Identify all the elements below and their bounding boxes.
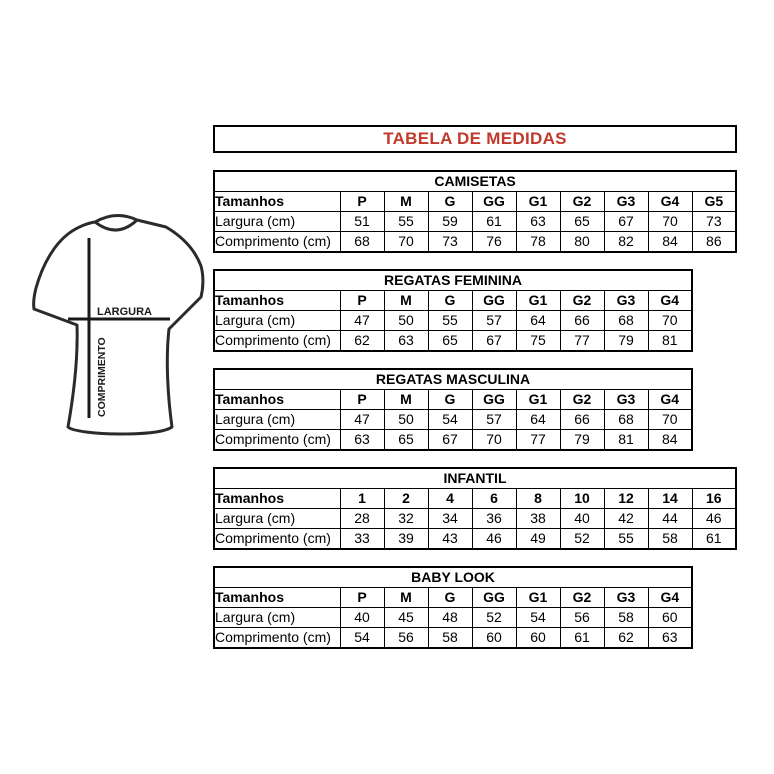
size-header: G2 (560, 192, 604, 212)
largura-label: LARGURA (97, 306, 152, 318)
table-title: INFANTIL (214, 468, 736, 489)
measure-value: 55 (604, 529, 648, 550)
table-title: REGATAS MASCULINA (214, 369, 692, 390)
size-header: 10 (560, 489, 604, 509)
size-header: P (340, 588, 384, 608)
table-section-camisetas (213, 170, 737, 253)
size-header: G3 (604, 291, 648, 311)
comprimento-label: COMPRIMENTO (96, 337, 108, 417)
measure-value: 79 (560, 430, 604, 451)
table-section-regatas-feminina (213, 269, 737, 352)
measure-value: 76 (472, 232, 516, 253)
measure-value: 60 (648, 608, 692, 628)
measure-value: 68 (340, 232, 384, 253)
measure-value: 58 (604, 608, 648, 628)
size-table-regatas-masculina (213, 368, 693, 451)
measure-value: 82 (604, 232, 648, 253)
measure-label: Largura (cm) (214, 212, 340, 232)
measure-value: 66 (560, 410, 604, 430)
table-section-regatas-masculina (213, 368, 737, 451)
measure-value: 63 (648, 628, 692, 649)
measure-value: 67 (428, 430, 472, 451)
measure-value: 40 (560, 509, 604, 529)
size-header: G (428, 390, 472, 410)
measure-label: Comprimento (cm) (214, 628, 340, 649)
size-header: GG (472, 291, 516, 311)
measure-value: 51 (340, 212, 384, 232)
measure-value: 84 (648, 430, 692, 451)
size-header: G2 (560, 291, 604, 311)
measure-value: 65 (428, 331, 472, 352)
size-header: G5 (692, 192, 736, 212)
measure-value: 64 (516, 410, 560, 430)
measure-value: 58 (648, 529, 692, 550)
measure-value: 47 (340, 311, 384, 331)
tshirt-diagram (25, 203, 215, 463)
measure-value: 70 (648, 212, 692, 232)
size-header: G4 (648, 291, 692, 311)
measure-value: 42 (604, 509, 648, 529)
measure-value: 61 (472, 212, 516, 232)
measure-value: 54 (516, 608, 560, 628)
size-header: G1 (516, 390, 560, 410)
measure-value: 63 (340, 430, 384, 451)
measure-value: 77 (516, 430, 560, 451)
measure-value: 64 (516, 311, 560, 331)
sizes-row-header: Tamanhos (214, 192, 340, 212)
size-header: 1 (340, 489, 384, 509)
measure-value: 56 (560, 608, 604, 628)
sizes-row-header: Tamanhos (214, 489, 340, 509)
measure-value: 55 (384, 212, 428, 232)
size-header: G1 (516, 291, 560, 311)
measure-value: 68 (604, 410, 648, 430)
measure-value: 86 (692, 232, 736, 253)
measure-value: 75 (516, 331, 560, 352)
measure-value: 57 (472, 410, 516, 430)
size-header: P (340, 291, 384, 311)
measure-value: 43 (428, 529, 472, 550)
measure-value: 32 (384, 509, 428, 529)
measure-value: 34 (428, 509, 472, 529)
measure-value: 49 (516, 529, 560, 550)
measure-value: 52 (560, 529, 604, 550)
measure-value: 77 (560, 331, 604, 352)
size-header: G4 (648, 192, 692, 212)
measure-value: 28 (340, 509, 384, 529)
measure-value: 81 (648, 331, 692, 352)
size-header: GG (472, 588, 516, 608)
size-header: G2 (560, 588, 604, 608)
shirt-outline (34, 220, 203, 434)
tshirt-illustration (25, 203, 215, 463)
measure-value: 54 (340, 628, 384, 649)
measure-value: 40 (340, 608, 384, 628)
size-table-camisetas (213, 170, 737, 253)
size-header: G (428, 192, 472, 212)
size-header: G (428, 291, 472, 311)
measure-label: Comprimento (cm) (214, 430, 340, 451)
size-header: M (384, 588, 428, 608)
measure-value: 62 (340, 331, 384, 352)
measure-label: Largura (cm) (214, 410, 340, 430)
measure-value: 47 (340, 410, 384, 430)
page-title: TABELA DE MEDIDAS (213, 125, 737, 153)
measure-value: 58 (428, 628, 472, 649)
measure-value: 61 (692, 529, 736, 550)
measure-value: 55 (428, 311, 472, 331)
measure-value: 36 (472, 509, 516, 529)
measure-value: 63 (384, 331, 428, 352)
measure-value: 59 (428, 212, 472, 232)
size-header: G1 (516, 588, 560, 608)
size-header: M (384, 192, 428, 212)
size-table-regatas-feminina (213, 269, 693, 352)
measure-value: 38 (516, 509, 560, 529)
measure-value: 52 (472, 608, 516, 628)
measure-value: 73 (692, 212, 736, 232)
size-header: G3 (604, 588, 648, 608)
size-header: G (428, 588, 472, 608)
size-header: G2 (560, 390, 604, 410)
measure-value: 60 (516, 628, 560, 649)
measure-value: 60 (472, 628, 516, 649)
table-title: BABY LOOK (214, 567, 692, 588)
size-header: 4 (428, 489, 472, 509)
size-header: GG (472, 192, 516, 212)
measure-value: 44 (648, 509, 692, 529)
size-header: 2 (384, 489, 428, 509)
measure-value: 81 (604, 430, 648, 451)
size-header: 16 (692, 489, 736, 509)
measure-label: Comprimento (cm) (214, 232, 340, 253)
measure-label: Comprimento (cm) (214, 529, 340, 550)
measure-label: Largura (cm) (214, 311, 340, 331)
size-header: P (340, 390, 384, 410)
measure-value: 68 (604, 311, 648, 331)
measure-value: 63 (516, 212, 560, 232)
size-header: 8 (516, 489, 560, 509)
size-header: G3 (604, 192, 648, 212)
size-tables (213, 170, 737, 665)
size-header: G3 (604, 390, 648, 410)
measure-value: 33 (340, 529, 384, 550)
size-header: 12 (604, 489, 648, 509)
size-header: 14 (648, 489, 692, 509)
measure-value: 73 (428, 232, 472, 253)
size-header: GG (472, 390, 516, 410)
size-table-infantil (213, 467, 737, 550)
measure-label: Largura (cm) (214, 509, 340, 529)
size-table-baby-look (213, 566, 693, 649)
table-title: CAMISETAS (214, 171, 736, 192)
measure-label: Comprimento (cm) (214, 331, 340, 352)
measure-value: 46 (472, 529, 516, 550)
measure-value: 79 (604, 331, 648, 352)
measure-value: 78 (516, 232, 560, 253)
measure-label: Largura (cm) (214, 608, 340, 628)
table-section-infantil (213, 467, 737, 550)
measure-value: 56 (384, 628, 428, 649)
size-header: M (384, 390, 428, 410)
size-header: M (384, 291, 428, 311)
size-header: G1 (516, 192, 560, 212)
measure-value: 65 (560, 212, 604, 232)
size-header: G4 (648, 588, 692, 608)
size-header: P (340, 192, 384, 212)
measure-value: 45 (384, 608, 428, 628)
measure-value: 46 (692, 509, 736, 529)
sizes-row-header: Tamanhos (214, 588, 340, 608)
measure-value: 70 (384, 232, 428, 253)
measure-value: 39 (384, 529, 428, 550)
size-header: G4 (648, 390, 692, 410)
sizes-row-header: Tamanhos (214, 390, 340, 410)
measure-value: 67 (604, 212, 648, 232)
measure-value: 65 (384, 430, 428, 451)
measure-value: 50 (384, 311, 428, 331)
measure-value: 54 (428, 410, 472, 430)
table-section-baby-look (213, 566, 737, 649)
measure-value: 50 (384, 410, 428, 430)
measure-value: 48 (428, 608, 472, 628)
size-header: 6 (472, 489, 516, 509)
measure-value: 61 (560, 628, 604, 649)
measure-value: 80 (560, 232, 604, 253)
shirt-collar (95, 215, 137, 222)
measure-value: 84 (648, 232, 692, 253)
measure-value: 70 (648, 311, 692, 331)
table-title: REGATAS FEMININA (214, 270, 692, 291)
measure-value: 57 (472, 311, 516, 331)
sizes-row-header: Tamanhos (214, 291, 340, 311)
measure-value: 67 (472, 331, 516, 352)
measure-value: 70 (472, 430, 516, 451)
measure-value: 62 (604, 628, 648, 649)
measure-value: 66 (560, 311, 604, 331)
measure-value: 70 (648, 410, 692, 430)
